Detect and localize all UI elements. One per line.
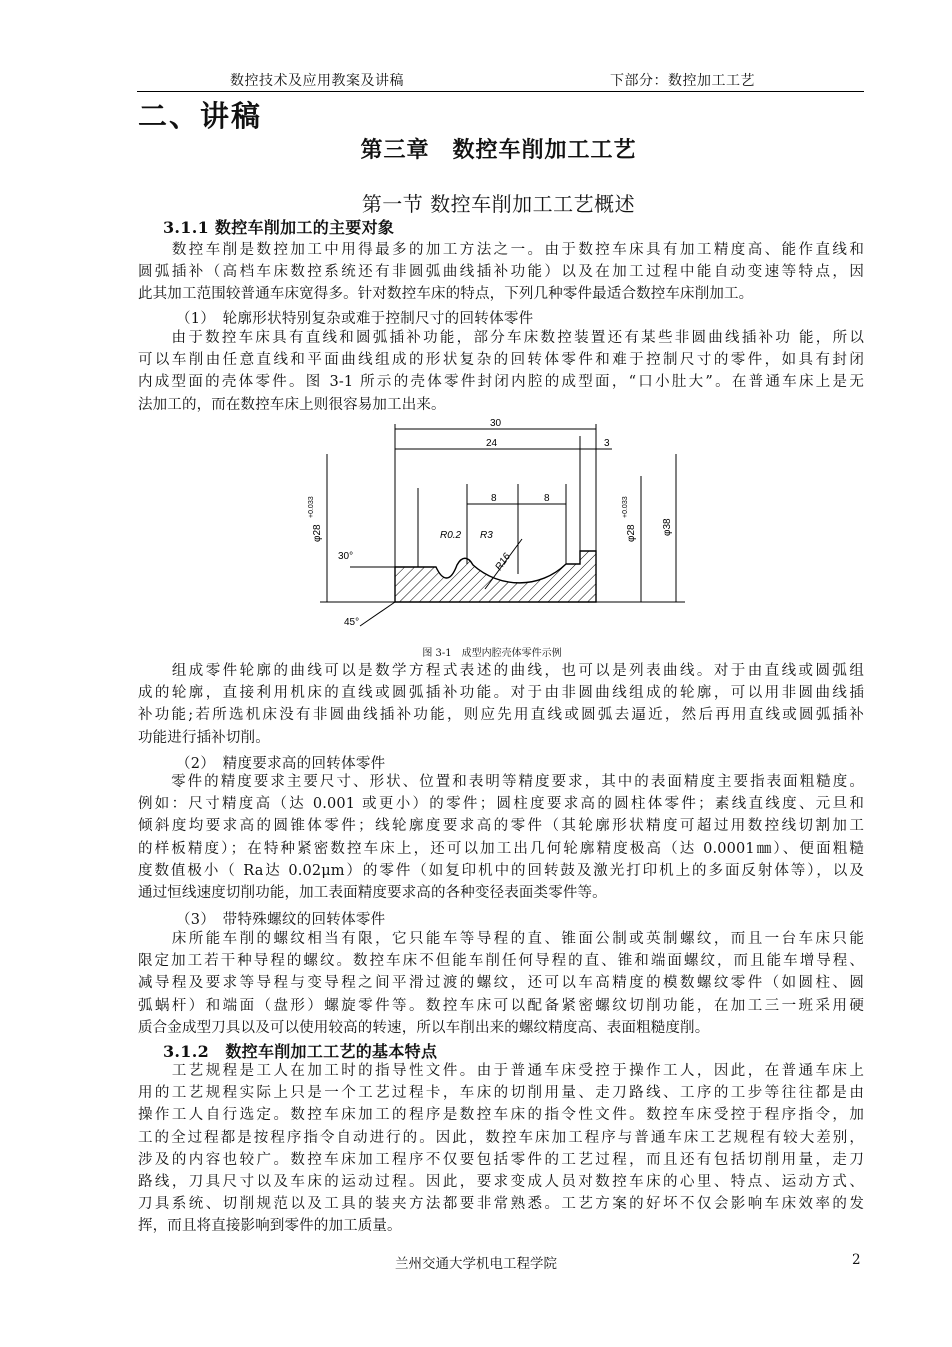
leader-45deg: [360, 602, 395, 626]
dim-label-30: 30: [490, 418, 502, 429]
header-left: 数控技术及应用教案及讲稿: [230, 73, 404, 89]
text-line: 通过恒线速度切削功能，加工表面精度要求高的各种变径表面类零件等。: [138, 884, 607, 901]
label-tol-left: +0.033: [308, 496, 315, 518]
figure-caption: 图 3-1 成型内腔壳体零件示例: [422, 648, 562, 659]
text-line: 组成零件轮廓的曲线可以是数学方程式表述的曲线，也可以是列表曲线。对于由直线或圆弧组: [138, 663, 864, 679]
text-line: 工艺规程是工人在加工时的指导性文件。由于普通车床受控于操作工人，因此，在普通车床上: [138, 1063, 864, 1079]
footer-institution: 兰州交通大学机电工程学院: [395, 1256, 557, 1272]
text-line: 例如：尺寸精度高（达 0.001 或更小）的零件；圆柱度要求高的圆柱体零件；素线直线度、元旦和: [138, 796, 864, 813]
paragraph-item3: [138, 928, 864, 1039]
label-angle-30: 30°: [338, 551, 354, 562]
text-line: 弧蜗杆）和端面（盘形）螺旋零件等。数控车床可以配备紧密螺纹切削功能，在加工三一班采用硬: [138, 997, 864, 1014]
text-line: 内成型面的壳体零件。图 3-1 所示的壳体零件封闭内腔的成型面，“口小肚大”。在普通车床上是无: [138, 374, 864, 391]
header-rule: [137, 91, 864, 92]
text-line: 的样板精度）；在特种紧密数控车床上，还可以加工出几何轮廓精度极高（达 0.0001㎜）、便面粗糙: [138, 840, 864, 857]
paragraph-contour: [138, 660, 864, 749]
subsection-3-1-2: 3.1.2 数控车削加工工艺的基本特点: [163, 1042, 438, 1061]
paragraph-3-1-2: [138, 1060, 864, 1238]
text-line: 零件的精度要求主要尺寸、形状、位置和表明等精度要求，其中的表面精度主要指表面粗糙度。: [138, 774, 864, 790]
text-line: 由于数控车床具有直线和圆弧插补功能，部分车床数控装置还有某些非圆曲线插补功 能，所以: [138, 330, 864, 346]
text-line: 功能进行插补切削。: [138, 729, 270, 746]
text-line: 路线，刀具尺寸以及车床的运动过程。因此，要求变成人员对数控车床的心里、特点、运动方式、: [138, 1173, 864, 1190]
text-line: 限定加工若干种导程的螺纹。数控车床不但能车削任何导程的直、锥和端面螺纹，而且能车增导程、: [138, 953, 864, 970]
label-R3: R3: [480, 530, 493, 541]
dim-label-3: 3: [604, 438, 610, 449]
paragraph-item2: [138, 771, 864, 904]
dim-label-24: 24: [486, 438, 498, 449]
dim-label-8a: 8: [491, 493, 497, 504]
text-line: 床所能车削的螺纹相当有限，它只能车等导程的直、锥面公制或英制螺纹，而且一台车床只能: [138, 931, 864, 947]
text-line: 补功能;若所选机床没有非圆曲线插补功能，则应先用直线或圆弧去逼近，然后再用直线或圆弧插补: [138, 707, 864, 724]
item-1-heading: （1） 轮廓形状特别复杂或难于控制尺寸的回转体零件: [176, 311, 534, 327]
text-line: 数控车削是数控加工中用得最多的加工方法之一。由于数控车床具有加工精度高、能作直线和: [138, 242, 864, 258]
chapter-title: 第三章 数控车削加工工艺: [360, 137, 637, 163]
text-line: 刀具系统、切削规范以及工具的装夹方法都要非常熟悉。工艺方案的好坏不仅会影响车床效率的发: [138, 1196, 864, 1213]
text-line: 工的全过程都是按程序指令自动进行的。因此，数控车床加工程序与普通车床工艺规程有较大差别，: [138, 1129, 864, 1146]
section-title: 第一节 数控车削加工工艺概述: [361, 192, 636, 216]
item-2-heading: （2） 精度要求高的回转体零件: [176, 756, 386, 772]
text-line: 可以车削由任意直线和平面曲线组成的形状复杂的回转体零件和难于控制尺寸的零件，如具有封闭: [138, 352, 864, 369]
label-R16: R16: [493, 551, 513, 573]
label-phi28-left: φ28: [312, 524, 323, 542]
label-phi28-right: φ28: [626, 524, 637, 542]
header-right: 下部分：数控加工工艺: [610, 73, 755, 89]
subsection-3-1-1: 3.1.1 数控车削加工的主要对象: [163, 218, 395, 237]
text-line: 用的工艺规程实际上只是一个工艺过程卡，车床的切削用量、走刀路线、工序的工步等往往都是由: [138, 1085, 864, 1102]
text-line: 涉及的内容也较广。数控车床加工程序不仅要包括零件的工艺过程，而且还有包括切削用量，走刀: [138, 1151, 864, 1168]
text-line: 挥，而且将直接影响到零件的加工质量。: [138, 1218, 402, 1235]
item-3-heading: （3） 带特殊螺纹的回转体零件: [176, 912, 386, 928]
text-line: 此其加工范围较普通车床宽得多。针对数控车床的特点，下列几种零件最适合数控车床削加工。: [138, 286, 754, 303]
text-line: 质合金成型刀具以及可以使用较高的转速，所以车削出来的螺纹精度高、表面粗糙度削。: [138, 1019, 710, 1036]
text-line: 度数值极小（ Ra达 0.02μm）的零件（如复印机中的回转鼓及激光打印机上的多面反射体等），以及: [138, 862, 864, 879]
figure-3-1-drawing: [300, 414, 700, 646]
text-line: 法加工的，而在数控车床上则很容易加工出来。: [138, 396, 446, 413]
text-line: 圆弧插补（高档车床数控系统还有非圆弧曲线插补功能）以及在加工过程中能自动变速等特点，因: [138, 264, 864, 281]
label-tol-right: +0.033: [622, 496, 629, 518]
text-line: 减导程及要求等导程与变导程之间平滑过渡的螺纹，还可以车高精度的模数螺纹零件（如圆柱、圆: [138, 975, 864, 992]
text-line: 倾斜度均要求高的圆锥体零件；线轮廓度要求高的零件（其轮廓形状精度可超过用数控线切割加工: [138, 818, 864, 835]
label-phi38: φ38: [662, 518, 673, 536]
label-angle-45: 45°: [344, 617, 360, 628]
paragraph-intro: [138, 239, 864, 306]
text-line: 成的轮廓，直接利用机床的直线或圆弧插补功能。对于由非圆曲线组成的轮廓，可以用非圆曲线插: [138, 685, 864, 702]
label-R0-2: R0.2: [440, 530, 462, 541]
text-line: 操作工人自行选定。数控车床加工的程序是数控车床的指令性文件。数控车床受控于程序指令，加: [138, 1107, 864, 1124]
section-heading: 二、讲稿: [138, 99, 263, 133]
footer-page-number: 2: [852, 1252, 861, 1268]
paragraph-item1: [138, 327, 864, 416]
dim-label-8b: 8: [544, 493, 550, 504]
